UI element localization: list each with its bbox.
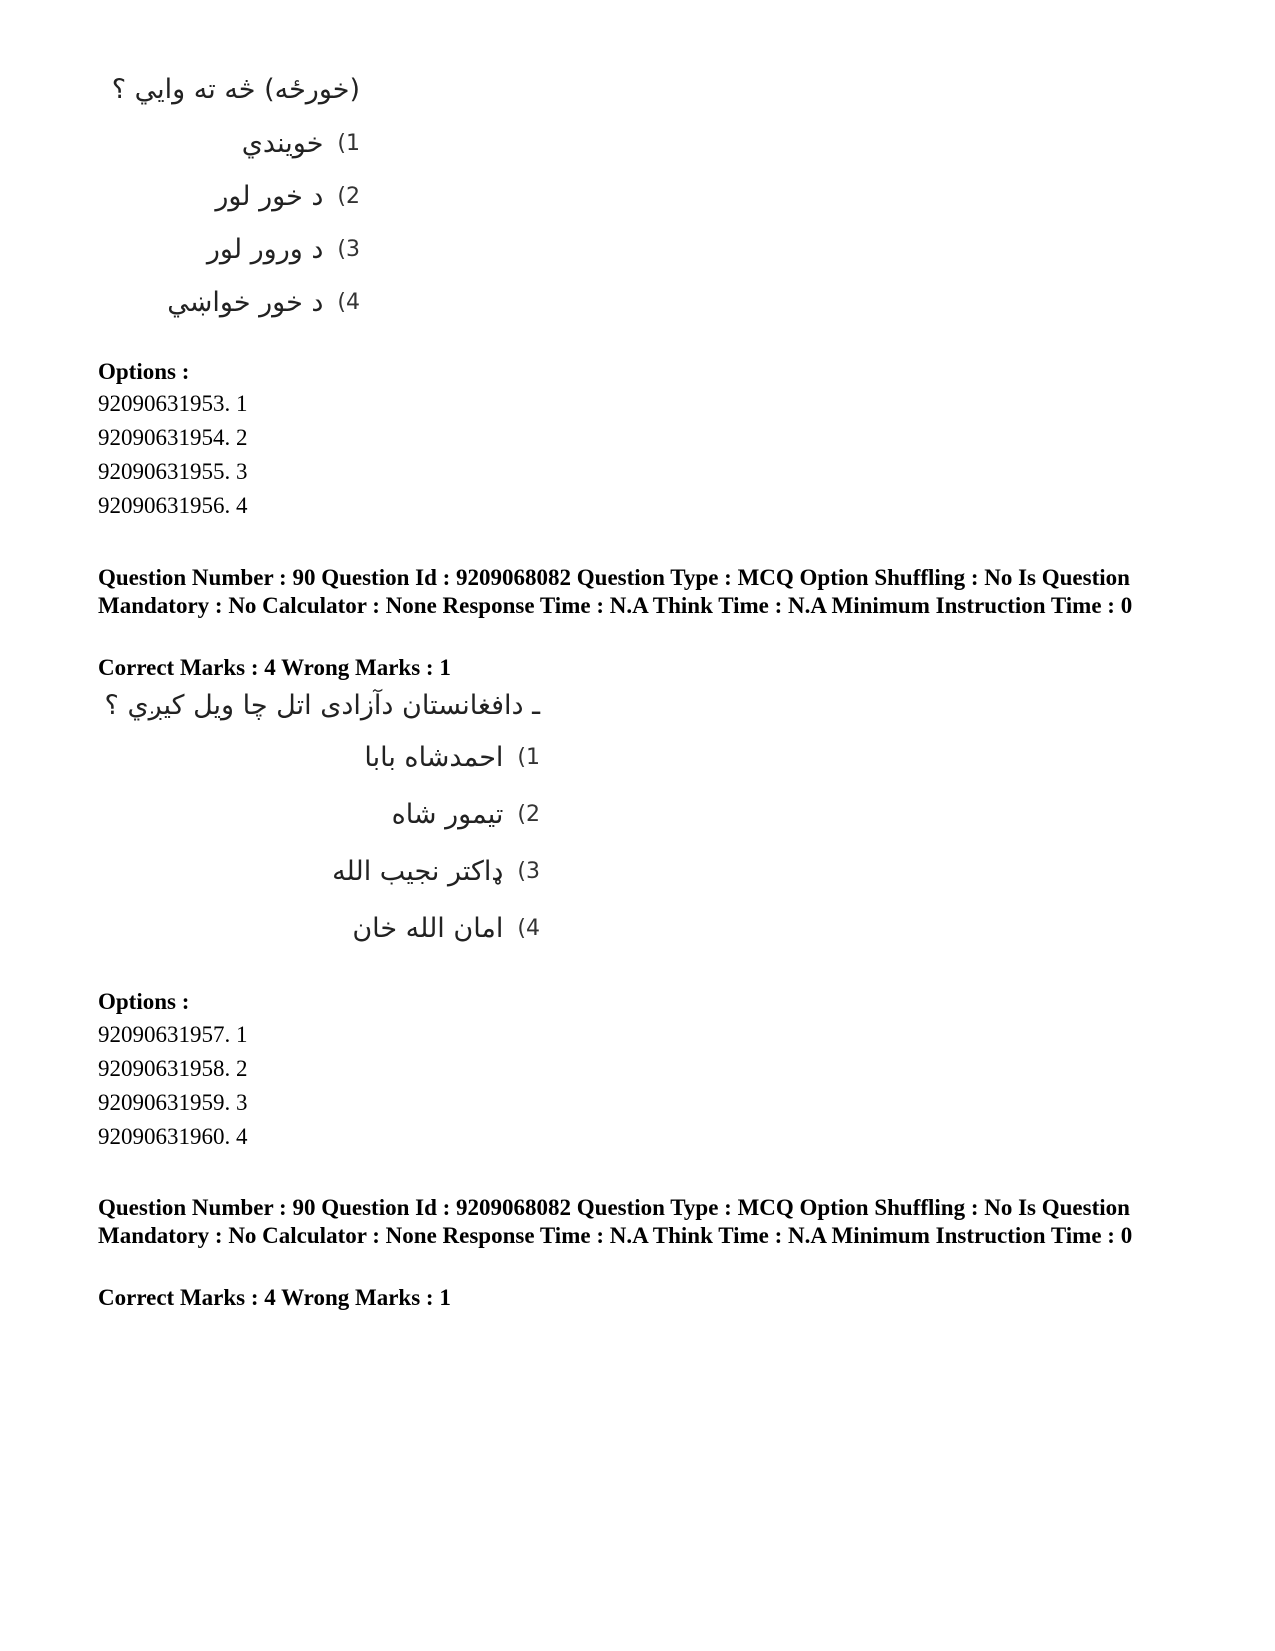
- image-option-4: [352, 913, 540, 944]
- option-id-item: 92090631957. 1: [98, 1022, 248, 1047]
- question-text: ـ دافغانستان دآزادی اتل چا ویل کیږي ؟: [104, 690, 540, 721]
- image-option-number: (4: [517, 916, 540, 941]
- image-option-text: خويندي: [241, 128, 324, 159]
- question-metadata: Question Number : 90 Question Id : 9209068082 Question Type : MCQ Option Shuffling : No Is Question Mandatory : No Calculator : None Response Time : N.A Think Time : N.A Minimum Instruction Time : 0: [98, 565, 1133, 618]
- image-option-text: د ورور لور: [206, 234, 324, 265]
- image-option-1: [242, 128, 360, 159]
- image-option-number: (1: [517, 745, 540, 770]
- image-option-3: [207, 234, 360, 265]
- question-metadata: Question Number : 90 Question Id : 9209068082 Question Type : MCQ Option Shuffling : No Is Question Mandatory : No Calculator : None Response Time : N.A Think Time : N.A Minimum Instruction Time : 0: [98, 1195, 1133, 1248]
- option-id-item: 92090631959. 3: [98, 1090, 248, 1115]
- option-id-item: 92090631955. 3: [98, 459, 248, 484]
- image-option-number: (1: [337, 131, 360, 156]
- image-option-number: (4: [337, 290, 360, 315]
- options-label: Options :: [98, 359, 190, 384]
- image-option-3: [332, 856, 540, 887]
- image-option-text: احمدشاه بابا: [364, 742, 504, 773]
- question-image-2: [104, 690, 540, 960]
- image-option-text: د خور لور: [215, 181, 324, 212]
- question-text: (خورځه) څه ته وايي ؟: [111, 74, 360, 105]
- image-option-number: (3: [517, 859, 540, 884]
- image-option-2: [215, 181, 360, 212]
- option-id-item: 92090631953. 1: [98, 391, 248, 416]
- image-option-text: د خور خواښي: [167, 287, 324, 318]
- image-option-text: تیمور شاه: [391, 799, 504, 830]
- image-option-text: امان الله خان: [352, 913, 504, 944]
- image-option-number: (2: [517, 802, 540, 827]
- option-id-item: 92090631956. 4: [98, 493, 248, 518]
- option-id-item: 92090631960. 4: [98, 1124, 248, 1149]
- options-label: Options :: [98, 989, 190, 1014]
- option-id-list: [98, 387, 248, 523]
- image-option-1: [364, 742, 540, 773]
- option-id-item: 92090631954. 2: [98, 425, 248, 450]
- option-id-list: [98, 1018, 248, 1154]
- image-option-2: [392, 799, 540, 830]
- image-option-text: ډاکتر نجیب الله: [332, 856, 504, 887]
- marks-info: Correct Marks : 4 Wrong Marks : 1: [98, 1285, 451, 1310]
- question-image-1: [111, 70, 360, 330]
- image-option-4: [167, 287, 360, 318]
- image-option-number: (2: [337, 184, 360, 209]
- marks-info: Correct Marks : 4 Wrong Marks : 1: [98, 655, 451, 680]
- image-option-number: (3: [337, 237, 360, 262]
- option-id-item: 92090631958. 2: [98, 1056, 248, 1081]
